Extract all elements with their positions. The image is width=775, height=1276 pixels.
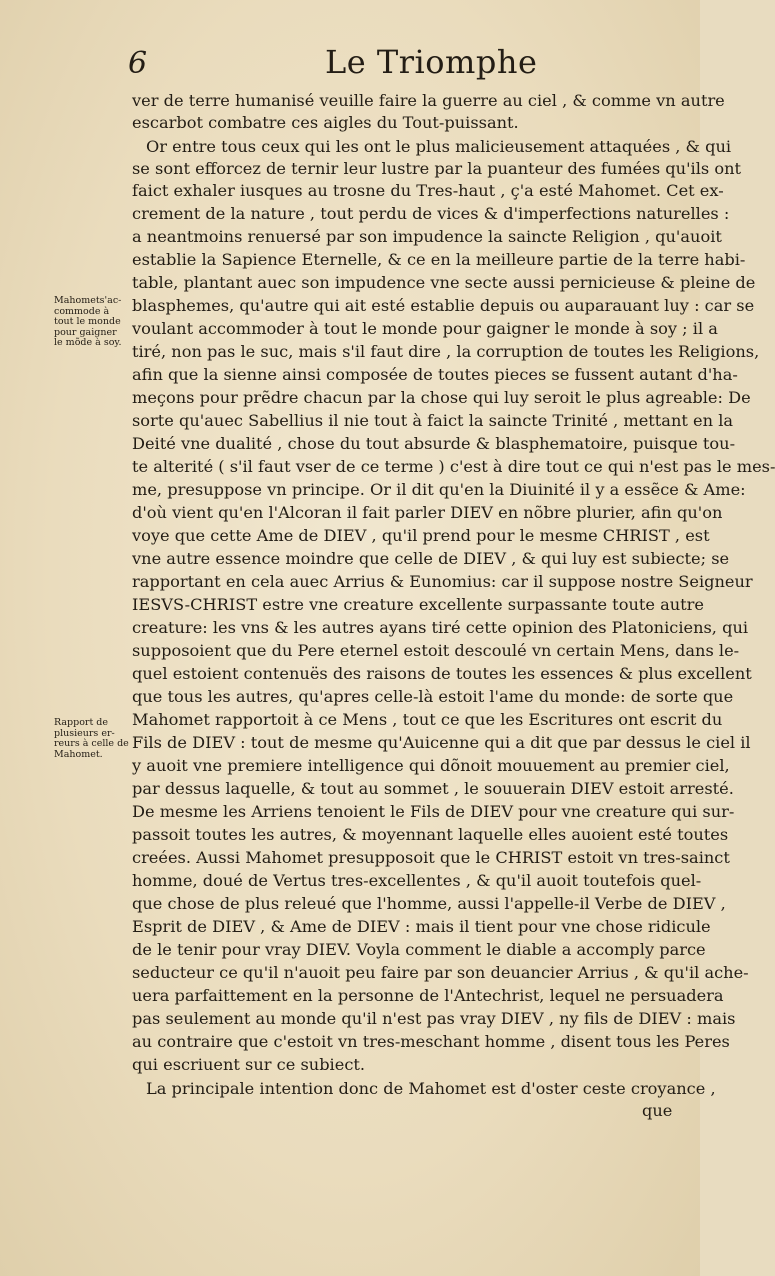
text-line: vne autre essence moindre que celle de DIEV , & qui luy est subiecte; se <box>132 549 730 568</box>
text-line: supposoient que du Pere eternel estoit descoulé vn certain Mens, dans le- <box>132 641 740 660</box>
text-line: que chose de plus releué que l'homme, aussi l'appelle-il Verbe de DIEV , <box>132 894 726 913</box>
margin-note-line: Mahomet. <box>54 748 103 760</box>
text-line: homme, doué de Vertus tres-excellentes , & qu'il auoit toutefois quel- <box>132 871 702 890</box>
text-line: IESVS-CHRIST estre vne creature excellente surpassante toute autre <box>132 595 704 614</box>
text-line: sorte qu'auec Sabellius il nie tout à faict la saincte Trinité , mettant en la <box>132 411 734 430</box>
text-line: me, presuppose vn principe. Or il dit qu'en la Diuinité il y a essẽce & Ame: <box>132 480 746 499</box>
text-line: qui escriuent sur ce subiect. <box>132 1055 366 1074</box>
margin-note-rapport-erreurs <box>54 718 134 760</box>
text-line: quel estoient contenuës des raisons de toutes les essences & plus excellent <box>132 664 752 683</box>
text-line: blasphemes, qu'autre qui ait esté establie depuis ou auparauant luy : car se <box>132 296 755 315</box>
text-line: Esprit de DIEV , & Ame de DIEV : mais il tient pour vne chose ridicule <box>132 917 711 936</box>
text-line: au contraire que c'estoit vn tres-meschant homme , disent tous les Peres <box>132 1032 730 1051</box>
text-line: establie la Sapience Eternelle, & ce en la meilleure partie de la terre habi- <box>132 250 746 269</box>
margin-note-line: Mahomets'ac- <box>54 295 122 306</box>
text-line: escarbot combatre ces aigles du Tout-puissant. <box>132 113 519 132</box>
page-number: 6 <box>128 46 148 81</box>
text-line: par dessus laquelle, & tout au sommet , le souuerain DIEV estoit arresté. <box>132 779 734 798</box>
text-line: y auoit vne premiere intelligence qui dõnoit mouuement au premier ciel, <box>132 756 730 775</box>
text-line: creées. Aussi Mahomet presupposoit que le CHRIST estoit vn tres-sainct <box>132 848 730 867</box>
text-line: pas seulement au monde qu'il n'est pas vray DIEV , ny fils de DIEV : mais <box>132 1009 736 1028</box>
margin-note-line: pour gaigner <box>54 326 117 338</box>
text-line: passoit toutes les autres, & moyennant laquelle elles auoient esté toutes <box>132 825 729 844</box>
text-line: Mahomet rapportoit à ce Mens , tout ce que les Escritures ont escrit du <box>132 710 723 729</box>
text-line: De mesme les Arriens tenoient le Fils de DIEV pour vne creature qui sur- <box>132 802 735 821</box>
text-line: Deité vne dualité , chose du tout absurde & blasphematoire, puisque tou- <box>132 434 736 453</box>
text-line: Fils de DIEV : tout de mesme qu'Auicenne qui a dit que par dessus le ciel il <box>132 733 751 752</box>
text-line: afin que la sienne ainsi composée de toutes pieces se fussent autant d'ha- <box>132 365 738 384</box>
text-line: d'où vient qu'en l'Alcoran il fait parler DIEV en nõbre plurier, afin qu'on <box>132 503 723 522</box>
text-line: se sont efforcez de ternir leur lustre par la puanteur des fumées qu'ils ont <box>132 159 742 178</box>
text-line: voulant accommoder à tout le monde pour gaigner le monde à soy ; il a <box>132 319 718 338</box>
text-line: ver de terre humanisé veuille faire la guerre au ciel , & comme vn autre <box>132 91 725 110</box>
text-line: uera parfaittement en la personne de l'Antechrist, lequel ne persuadera <box>132 986 724 1005</box>
text-line: seducteur ce qu'il n'auoit peu faire par son deuancier Arrius , & qu'il ache- <box>132 963 749 982</box>
text-line: table, plantant auec son impudence vne secte aussi pernicieuse & pleine de <box>132 273 756 292</box>
margin-note-line: plusieurs er- <box>54 727 115 739</box>
page-header <box>120 40 680 90</box>
text-line: crement de la nature , tout perdu de vices & d'imperfections naturelles : <box>132 204 730 223</box>
text-line: creature: les vns & les autres ayans tiré cette opinion des Platoniciens, qui <box>132 618 749 637</box>
text-line: a neantmoins renuersé par son impudence la saincte Religion , qu'auoit <box>132 227 722 246</box>
text-line: voye que cette Ame de DIEV , qu'il prend pour le mesme CHRIST , est <box>132 526 710 545</box>
margin-note-line: le mõde à soy. <box>54 337 122 348</box>
running-title: Le Triomphe <box>325 43 538 81</box>
margin-note-line: reurs à celle de <box>54 738 129 749</box>
text-line: que tous les autres, qu'apres celle-là estoit l'ame du monde: de sorte que <box>132 687 734 706</box>
paragraph-start-line: La principale intention donc de Mahomet est d'oster ceste croyance , <box>146 1079 716 1098</box>
text-line: te alterité ( s'il faut vser de ce terme ) c'est à dire tout ce qui n'est pas le mes- <box>132 457 775 476</box>
margin-note-line: Rapport de <box>54 717 108 728</box>
text-line: tiré, non pas le suc, mais s'il faut dire , la corruption de toutes les Religions, <box>132 342 760 361</box>
text-line: meçons pour prẽdre chacun par la chose qui luy seroit le plus agreable: De <box>132 388 751 407</box>
margin-note-mahomet-accommode <box>54 296 134 349</box>
margin-note-line: tout le monde <box>54 316 121 327</box>
paragraph-start-line: Or entre tous ceux qui les ont le plus malicieusement attaquées , & qui <box>146 137 732 156</box>
catchword: que <box>642 1101 673 1120</box>
text-line: de le tenir pour vray DIEV. Voyla comment le diable a accomply parce <box>132 940 706 959</box>
text-line: rapportant en cela auec Arrius & Eunomius: car il suppose nostre Seigneur <box>132 572 753 591</box>
text-line: faict exhaler iusques au trosne du Tres-haut , ç'a esté Mahomet. Cet ex- <box>132 181 724 200</box>
margin-note-line: commode à <box>54 305 110 317</box>
